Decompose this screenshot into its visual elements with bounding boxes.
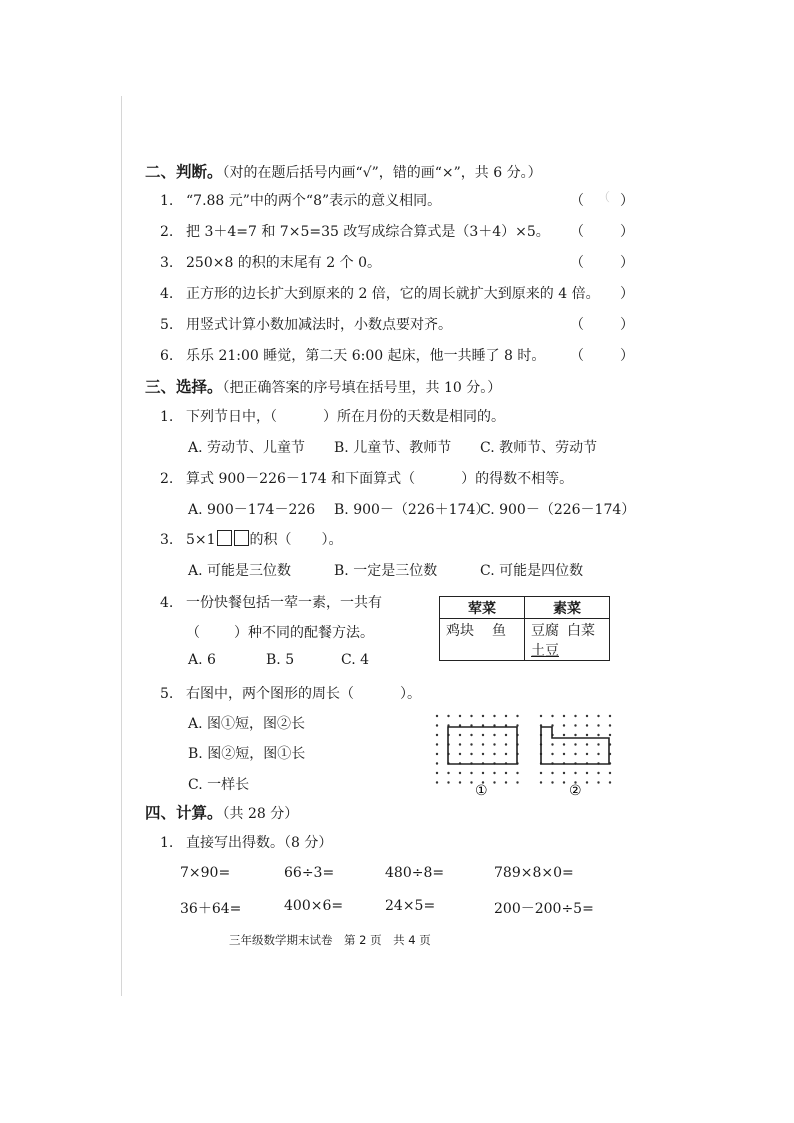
question-text-line1: 一份快餐包括一荤一素，一共有: [186, 595, 382, 611]
item-number: 1.: [160, 193, 174, 209]
grid-dot: [586, 715, 588, 717]
judge-item-5: [160, 314, 452, 334]
calc-question-1: [160, 832, 332, 852]
calc-item: 200－200÷5=: [494, 901, 594, 917]
question-text-mid: 的积（: [249, 532, 292, 548]
grid-dot: [447, 772, 449, 774]
option-c: C. 一样长: [188, 777, 250, 793]
option-a: A. 图①短，图②长: [188, 716, 306, 732]
grid-dot: [597, 753, 599, 755]
question-text: 直接写出得数。（8 分）: [186, 835, 333, 851]
grid-dot: [493, 734, 495, 736]
grid-dot: [516, 781, 518, 783]
question-text-end: ）的得数不相等。: [461, 471, 574, 487]
answer-paren-open-6[interactable]: （: [570, 348, 584, 364]
calc-item: 789×8×0=: [494, 865, 574, 881]
grid-dot: [563, 753, 565, 755]
grid-dot: [563, 734, 565, 736]
section3-heading: [145, 375, 501, 397]
option-a: A. 劳动节、儿童节: [188, 440, 306, 456]
grid-dot: [482, 753, 484, 755]
grid-dot: [459, 772, 461, 774]
grid-dot: [482, 715, 484, 717]
option-b: B. 图②短，图①长: [188, 746, 306, 762]
question-text-end: ）种不同的配餐方法。: [234, 625, 374, 641]
veg-header: 素菜: [525, 597, 610, 619]
grid-dot: [436, 724, 438, 726]
grid-dot: [493, 753, 495, 755]
item-text: 正方形的边长扩大到原来的 2 倍，它的周长就扩大到原来的 4 倍。: [186, 286, 600, 302]
grid-dot: [609, 715, 611, 717]
option-a: A. 6: [188, 652, 216, 668]
grid-dot: [505, 753, 507, 755]
answer-paren-close-3: ）: [620, 255, 634, 271]
question-text-end: ）所在月份的天数是相同的。: [323, 409, 505, 425]
grid-dot: [493, 772, 495, 774]
grid-dot: [574, 743, 576, 745]
grid-dot: [540, 772, 542, 774]
answer-paren-close-4: ）: [620, 286, 634, 302]
grid-dot: [586, 734, 588, 736]
grid-dot: [586, 781, 588, 783]
grid-dot: [436, 715, 438, 717]
meat-cell: [440, 619, 525, 661]
grid-dot: [609, 781, 611, 783]
calc-item: 480÷8=: [385, 865, 445, 881]
grid-dot: [459, 781, 461, 783]
grid-dot: [436, 734, 438, 736]
grid-dot: [482, 743, 484, 745]
section4-title: 四、计算。: [145, 803, 223, 822]
grid-dot: [505, 781, 507, 783]
grid-dot: [540, 781, 542, 783]
grid-dot: [505, 743, 507, 745]
grid-dot: [597, 724, 599, 726]
grid-dot: [597, 772, 599, 774]
judge-item-1: [160, 190, 441, 210]
option-c: C. 4: [341, 652, 370, 668]
option-c: C. 900－（226－174）: [480, 502, 636, 518]
answer-paren-open-2[interactable]: （: [570, 224, 584, 240]
judge-item-4: [160, 283, 600, 303]
item-text: 250×8 的积的末尾有 2 个 0。: [186, 255, 381, 271]
grid-dot: [459, 734, 461, 736]
answer-paren-close-5: ）: [620, 317, 634, 333]
calc-item: 36＋64=: [180, 901, 242, 917]
calc-item: 400×6=: [284, 898, 344, 914]
item-number: 6.: [160, 348, 174, 364]
answer-paren-open-1[interactable]: （: [570, 193, 584, 209]
grid-dot: [563, 715, 565, 717]
grid-dot: [436, 762, 438, 764]
grid-dot: [551, 743, 553, 745]
question-text-end: ）。: [400, 686, 421, 702]
grid-dot: [470, 772, 472, 774]
question-number: 3.: [160, 532, 174, 548]
question-number: 1.: [160, 835, 174, 851]
grid-dot: [493, 743, 495, 745]
grid-dot: [609, 724, 611, 726]
meat-header: 荤菜: [440, 597, 525, 619]
grid-dot: [597, 715, 599, 717]
grid-dot: [470, 715, 472, 717]
judge-item-6: [160, 345, 545, 365]
question-text-end: ）。: [321, 532, 343, 548]
option-c: C. 教师节、劳动节: [480, 440, 598, 456]
meal-table: [439, 596, 610, 661]
grid-dot: [609, 734, 611, 736]
item-number: 2.: [160, 224, 174, 240]
veg-cell: [525, 619, 610, 661]
grid-dot: [574, 753, 576, 755]
calc-item: 24×5=: [385, 898, 436, 914]
grid-dot: [574, 715, 576, 717]
grid-dot: [470, 753, 472, 755]
question-text-start: 算式 900－226－174 和下面算式（: [186, 471, 416, 487]
section3-note: （把正确答案的序号填在括号里，共 10 分。）: [222, 380, 502, 396]
grid-dot: [459, 753, 461, 755]
veg-item: 土豆: [531, 643, 559, 659]
grid-dot: [551, 781, 553, 783]
grid-dot: [586, 753, 588, 755]
section4-heading: [145, 801, 298, 823]
grid-dot: [436, 743, 438, 745]
option-b: B. 900－（226＋174）: [334, 502, 490, 518]
figure-2-label: ②: [569, 783, 582, 799]
grid-dot: [597, 743, 599, 745]
grid-dot: [609, 772, 611, 774]
grid-dot: [551, 715, 553, 717]
item-number: 4.: [160, 286, 174, 302]
section2-note: （对的在题后括号内画“√”，错的画“×”，共 6 分。）: [222, 165, 542, 181]
grid-dot: [436, 781, 438, 783]
item-text: 用竖式计算小数加减法时，小数点要对齐。: [186, 317, 452, 333]
digit-box: [217, 530, 232, 546]
answer-paren-close-1: ）: [620, 193, 634, 209]
question-number: 5.: [160, 686, 174, 702]
grid-dot: [574, 724, 576, 726]
veg-item: 豆腐: [531, 623, 559, 639]
grid-dot: [459, 715, 461, 717]
grid-dot: [563, 724, 565, 726]
grid-dot: [574, 734, 576, 736]
option-b: B. 儿童节、教师节: [334, 440, 452, 456]
grid-dot: [586, 743, 588, 745]
grid-dot: [563, 743, 565, 745]
item-number: 5.: [160, 317, 174, 333]
grid-dot: [586, 724, 588, 726]
grid-dot: [493, 781, 495, 783]
section2-heading: [145, 160, 542, 182]
option-b: B. 5: [266, 652, 295, 668]
choice-question-1: [160, 406, 505, 426]
meat-item: 鱼: [492, 623, 506, 639]
option-c: C. 可能是四位数: [480, 563, 584, 579]
grid-dot: [470, 743, 472, 745]
grid-dot: [586, 772, 588, 774]
choice-question-5: [160, 683, 421, 703]
grid-dot: [447, 715, 449, 717]
grid-dot: [551, 772, 553, 774]
dot-grid: [436, 715, 611, 784]
grid-dot: [597, 781, 599, 783]
question-number: 4.: [160, 595, 174, 611]
grid-dot: [470, 734, 472, 736]
grid-dot: [516, 715, 518, 717]
figure-1-label: ①: [475, 783, 488, 799]
answer-paren-close-6: ）: [620, 348, 634, 364]
grid-dot: [459, 743, 461, 745]
grid-dot: [505, 734, 507, 736]
option-a: A. 900－174－226: [188, 502, 316, 518]
grid-dot: [505, 715, 507, 717]
veg-item: 白菜: [567, 623, 595, 639]
grid-dot: [436, 772, 438, 774]
judge-item-2: [160, 221, 550, 241]
choice-question-3: [160, 529, 343, 549]
option-a: A. 可能是三位数: [188, 563, 292, 579]
item-number: 3.: [160, 255, 174, 271]
question-text-start: 下列节日中，（: [186, 409, 277, 425]
grid-dot: [574, 772, 576, 774]
grid-dot: [563, 772, 565, 774]
meat-item: 鸡块: [446, 623, 474, 639]
section3-title: 三、选择。: [145, 377, 223, 396]
item-text: 乐乐 21:00 睡觉，第二天 6:00 起床，他一共睡了 8 时。: [186, 348, 546, 364]
calc-item: 66÷3=: [284, 865, 335, 881]
grid-dot: [505, 772, 507, 774]
question-text-start: （: [186, 625, 200, 641]
section4-note: （共 28 分）: [222, 806, 299, 822]
digit-box: [234, 530, 249, 546]
grid-dot: [436, 753, 438, 755]
grid-dot: [482, 772, 484, 774]
binding-line: [121, 96, 122, 996]
item-text: “7.88 元”中的两个“8”表示的意义相同。: [186, 193, 442, 209]
grid-dot: [482, 734, 484, 736]
section2-title: 二、判断。: [145, 162, 223, 181]
question-number: 1.: [160, 409, 174, 425]
question-text-start: 右图中，两个图形的周长（: [186, 686, 354, 702]
answer-paren-close-2: ）: [620, 224, 634, 240]
bleed-through-text: （: [598, 190, 611, 204]
question-number: 2.: [160, 471, 174, 487]
item-text: 把 3＋4=7 和 7×5=35 改写成综合算式是（3＋4）×5。: [186, 224, 550, 240]
choice-question-4: [160, 592, 382, 612]
answer-paren-open-3[interactable]: （: [570, 255, 584, 271]
grid-dot: [470, 781, 472, 783]
grid-dot: [447, 781, 449, 783]
question-text-start: 5×1: [186, 532, 216, 548]
grid-dot: [493, 715, 495, 717]
grid-dot: [597, 734, 599, 736]
answer-paren-open-5[interactable]: （: [570, 317, 584, 333]
grid-dot: [516, 772, 518, 774]
grid-dot: [563, 781, 565, 783]
choice-question-4-line2: [186, 622, 374, 642]
option-b: B. 一定是三位数: [334, 563, 438, 579]
calc-item: 7×90=: [180, 865, 231, 881]
page-footer: 三年级数学期末试卷 第 2 页 共 4 页: [229, 933, 431, 947]
grid-dot: [540, 715, 542, 717]
judge-item-3: [160, 252, 381, 272]
perimeter-figure: [433, 708, 633, 804]
grid-dot: [551, 753, 553, 755]
choice-question-2: [160, 468, 573, 488]
